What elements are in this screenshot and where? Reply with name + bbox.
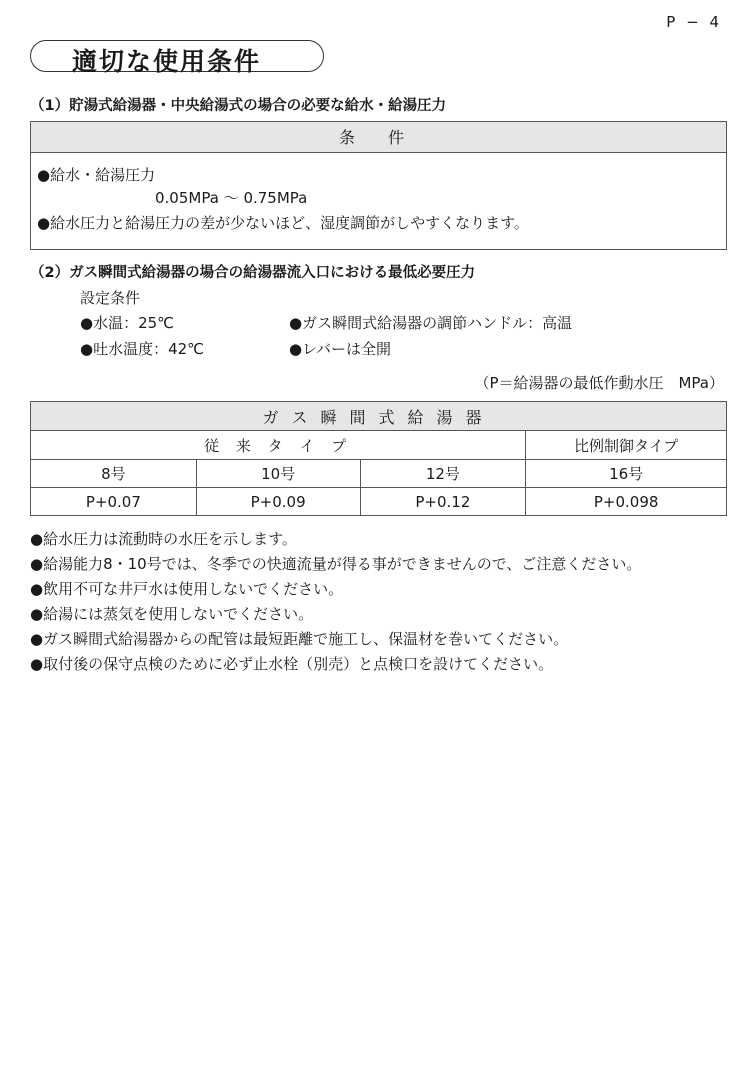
condition-water-temp: ●水温：25℃ [80, 314, 175, 332]
pressure-cell: P+0.098 [526, 488, 727, 516]
note-item: ●給水圧力は流動時の水圧を示します。 [30, 530, 297, 548]
conditions-label: 設定条件 [80, 289, 141, 307]
pressure-note: （P＝給湯器の最低作動水圧 MPa） [474, 374, 724, 392]
condition-lever: ●レバーは全開 [289, 340, 392, 358]
pressure-cell: P+0.07 [31, 488, 197, 516]
model-cell: 10号 [196, 460, 360, 488]
condition-box-header: 条 件 [31, 122, 726, 153]
note-item: ●ガス瞬間式給湯器からの配管は最短距離で施工し、保温材を巻いてください。 [30, 630, 569, 648]
pressure-cell: P+0.09 [196, 488, 360, 516]
note-item: ●取付後の保守点検のために必ず止水栓（別売）と点検口を設けてください。 [30, 655, 554, 673]
condition-line-range: 0.05MPa 〜 0.75MPa [155, 189, 308, 207]
page-number: P − 4 [666, 13, 722, 31]
model-cell: 8号 [31, 460, 197, 488]
condition-line-difference: ●給水圧力と給湯圧力の差が少ないほど、湿度調節がしやすくなります。 [37, 214, 529, 232]
model-cell: 16号 [526, 460, 727, 488]
section1-heading: （1）貯湯式給湯器・中央給湯式の場合の必要な給水・給湯圧力 [30, 98, 447, 114]
notes-list [30, 527, 641, 677]
note-item: ●給湯能力8・10号では、冬季での快適流量が得る事ができませんので、ご注意ください。 [30, 555, 642, 573]
section1-condition-box [30, 121, 727, 250]
pressure-table [30, 401, 727, 516]
condition-outlet-temp: ●吐水温度：42℃ [80, 340, 205, 358]
group-proportional: 比例制御タイプ [526, 431, 727, 460]
page-title: 適切な使用条件 [72, 47, 262, 76]
group-conventional: 従 来 タ イ プ [31, 431, 526, 460]
section2-heading: （2）ガス瞬間式給湯器の場合の給湯器流入口における最低必要圧力 [30, 265, 476, 281]
condition-handle: ●ガス瞬間式給湯器の調節ハンドル：高温 [289, 314, 573, 332]
pressure-table-title: ガス瞬間式給湯器 [31, 402, 727, 431]
note-item: ●飲用不可な井戸水は使用しないでください。 [30, 580, 344, 598]
condition-line-pressure: ●給水・給湯圧力 [37, 166, 156, 184]
note-item: ●給湯には蒸気を使用しないでください。 [30, 605, 314, 623]
model-cell: 12号 [360, 460, 526, 488]
pressure-cell: P+0.12 [360, 488, 526, 516]
